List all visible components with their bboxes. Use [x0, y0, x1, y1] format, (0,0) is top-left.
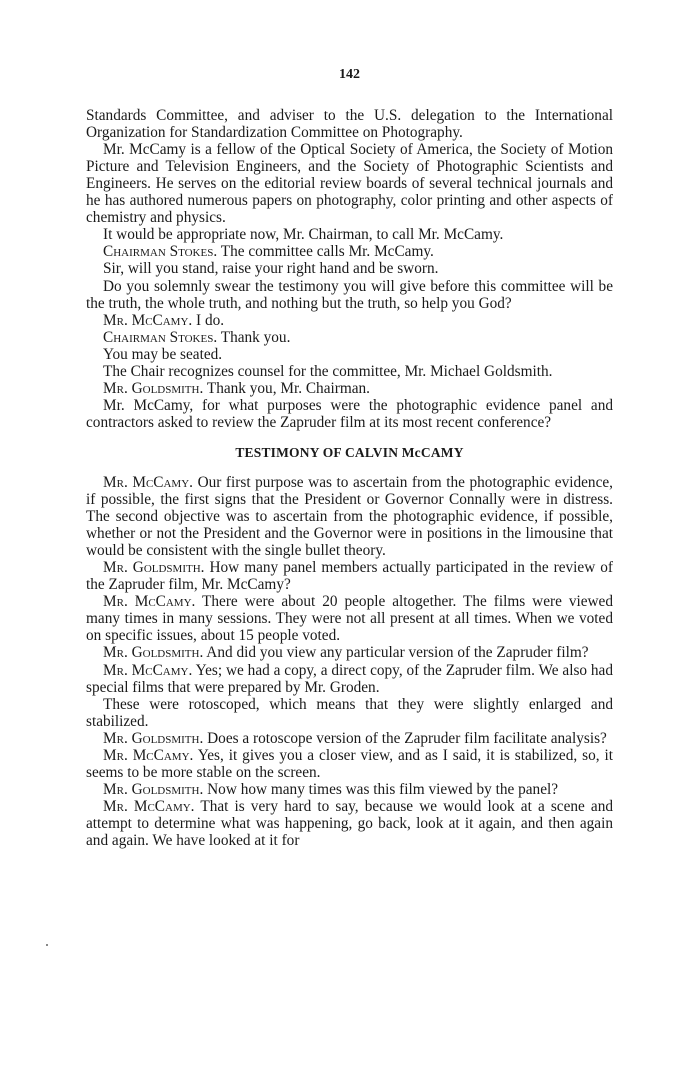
paragraph-text: The committee calls Mr. McCamy. — [217, 243, 434, 261]
paragraph — [86, 141, 613, 226]
section-heading: TESTIMONY OF CALVIN McCAMY — [235, 444, 464, 460]
speaker-name: Mr. Goldsmith. — [103, 644, 204, 662]
paragraph — [86, 107, 613, 141]
paragraph — [86, 260, 613, 277]
paragraph — [86, 226, 613, 243]
paragraph-text: Yes; we had a copy, a direct copy, of the Zapruder film. We also had special films that were prepared by Mr. Groden. — [86, 661, 613, 696]
paragraph-text: And did you view any particular version of the Zapruder film? — [203, 644, 589, 662]
paragraph — [86, 696, 613, 730]
paragraph-text: It would be appropriate now, Mr. Chairman, to call Mr. McCamy. — [103, 226, 504, 244]
paragraph-text: How many panel members actually participated in the review of the Zapruder film, Mr. McCamy? — [86, 559, 613, 594]
paragraph-text: There were about 20 people altogether. The films were viewed many times in many sessions. They were not all present at all times. When we voted on specific issues, about 15 people voted. — [86, 593, 613, 645]
paragraph-text: Do you solemnly swear the testimony you will give before this committee will be the truth, the whole truth, and nothing but the truth, so help you God? — [86, 277, 613, 312]
paragraph — [86, 346, 613, 363]
paragraph-text: These were rotoscoped, which means that they were slightly enlarged and stabilized. — [86, 695, 613, 730]
paragraph-text: Sir, will you stand, raise your right hand and be sworn. — [103, 260, 439, 278]
paragraph-text: Does a rotoscope version of the Zapruder film facilitate analysis? — [203, 729, 607, 747]
paragraph — [86, 798, 613, 849]
paragraph — [86, 644, 613, 661]
paragraph — [86, 363, 613, 380]
paragraph — [86, 559, 613, 593]
speaker-name: Chairman Stokes. — [103, 243, 218, 261]
paragraph-text: That is very hard to say, because we would look at a scene and attempt to determine what was happening, go back, look at it again, and then again and again. We have looked at it for — [86, 797, 613, 849]
speaker-name: Mr. McCamy. — [103, 746, 194, 764]
paragraph — [86, 781, 613, 798]
paragraph — [86, 243, 613, 260]
paragraph-text: Yes, it gives you a closer view, and as I said, it is stabilized, so, it seems to be more stable on the screen. — [86, 746, 613, 781]
margin-mark — [46, 944, 48, 946]
paragraph — [86, 593, 613, 644]
document-page — [86, 66, 613, 849]
speaker-name: Mr. Goldsmith. — [103, 379, 204, 397]
speaker-name: Mr. Goldsmith. — [103, 780, 204, 798]
paragraph-text: Thank you. — [217, 328, 291, 346]
speaker-name: Mr. McCamy. — [103, 593, 196, 611]
paragraph-text: You may be seated. — [103, 345, 223, 363]
paragraph-text: Thank you, Mr. Chairman. — [203, 379, 370, 397]
speaker-name: Mr. Goldsmith. — [103, 729, 204, 747]
paragraph — [86, 312, 613, 329]
text-after-heading — [86, 474, 613, 849]
paragraph-text: Mr. McCamy is a fellow of the Optical Society of America, the Society of Motion Picture and Television Engineers, and the Society of Photographic Scientists and Engineers. He serves on the editorial review boards of several technical journals and he has authored numerous papers on photography, color printing and other aspects of chemistry and physics. — [86, 141, 613, 227]
paragraph — [86, 474, 613, 559]
paragraph — [86, 397, 613, 431]
paragraph — [86, 380, 613, 397]
paragraph-text: I do. — [192, 311, 225, 329]
paragraph — [86, 747, 613, 781]
page-number: 142 — [339, 67, 360, 82]
paragraph — [86, 278, 613, 312]
paragraph — [86, 730, 613, 747]
paragraph-text: Now how many times was this film viewed by the panel? — [203, 780, 559, 798]
text-before-heading — [86, 107, 613, 431]
paragraph-text: Standards Committee, and adviser to the U.S. delegation to the International Organization for Standardization Committee on Photography. — [86, 107, 613, 142]
paragraph-text: The Chair recognizes counsel for the committee, Mr. Michael Goldsmith. — [103, 362, 553, 380]
paragraph — [86, 329, 613, 346]
speaker-name: Mr. McCamy. — [103, 311, 193, 329]
speaker-name: Mr. Goldsmith. — [103, 559, 205, 577]
paragraph — [86, 662, 613, 696]
speaker-name: Chairman Stokes. — [103, 328, 218, 346]
paragraph-text: Our first purpose was to ascertain from the photographic evidence, if possible, the first signs that the President or Governor Connally were in distress. The second objective was to ascertain from the photographic evidence, if possible, whether or not the President and the Governor were in positions in the limousine that would be consistent with the single bullet theory. — [86, 473, 613, 560]
speaker-name: Mr. McCamy. — [103, 797, 195, 815]
speaker-name: Mr. McCamy. — [103, 473, 193, 491]
speaker-name: Mr. McCamy. — [103, 661, 193, 679]
paragraph-text: Mr. McCamy, for what purposes were the photographic evidence panel and contractors asked to review the Zapruder film at its most recent conference? — [86, 396, 613, 431]
